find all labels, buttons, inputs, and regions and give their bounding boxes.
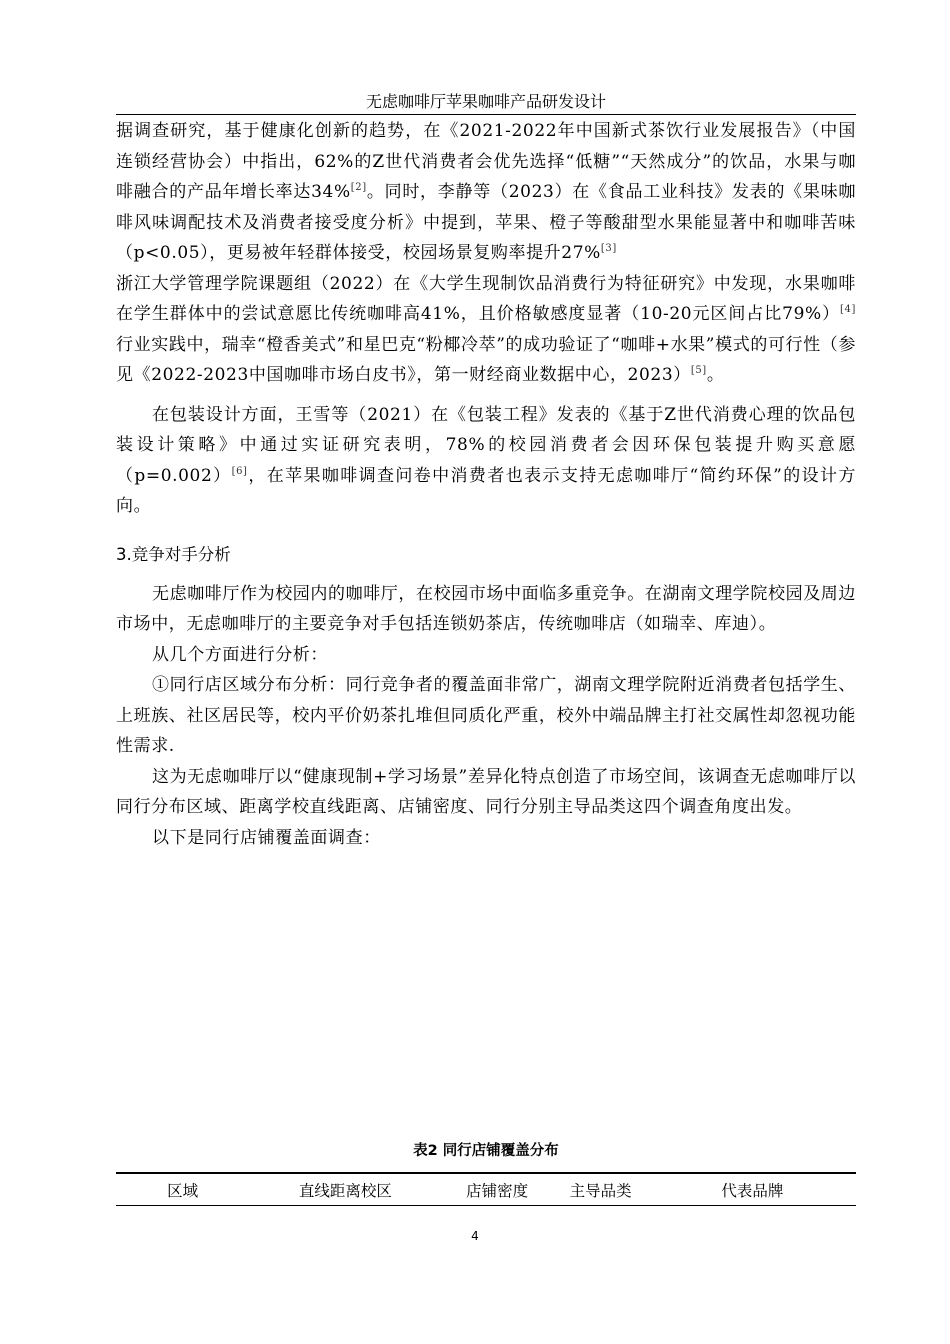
header-divider bbox=[116, 114, 856, 115]
paragraph-student-behavior bbox=[116, 269, 856, 391]
section-spacer bbox=[116, 522, 856, 540]
paragraph-text: 。 bbox=[706, 365, 725, 385]
coverage-table bbox=[116, 1172, 856, 1206]
paragraph-competition-overview: 无虑咖啡厅作为校园内的咖啡厅，在校园市场中面临多重竞争。在湖南文理学院校园及周边市场中，无虑咖啡厅的主要竞争对手包括连锁奶茶店，传统咖啡店（如瑞幸、库迪）。 bbox=[116, 583, 856, 634]
body-text bbox=[116, 116, 856, 853]
column-header-region: 区域 bbox=[116, 1173, 249, 1206]
coverage-table-container bbox=[116, 1172, 856, 1206]
table-header-row bbox=[116, 1173, 856, 1206]
section-spacer bbox=[116, 570, 856, 579]
paragraph-text: 据调查研究，基于健康化创新的趋势，在《2021-2022年中国新式茶饮行业发展报告》（中国连锁经营协会）中指出，62%的Z世代消费者会优先选择“低糖”“天然成分”的饮品，水果与咖啡融合的产品年增长率达34% bbox=[116, 121, 856, 202]
citation-ref[interactable]: [2] bbox=[350, 182, 367, 193]
paragraph-text: 。同时，李静等（2023）在《食品工业科技》发表的《果味咖啡风味调配技术及消费者接受度分析》中提到，苹果、橙子等酸甜型水果能显著中和咖啡苦味（p<0.05），更易被年轻群体接受，校园场景复购率提升27% bbox=[116, 182, 856, 263]
paragraph-text: 在包装设计方面，王雪等（2021）在《包装工程》发表的《基于Z世代消费心理的饮品包装设计策略》中通过实证研究表明，78%的校园消费者会因环保包装提升购买意愿（p=0.002） bbox=[116, 404, 856, 486]
column-header-category: 主导品类 bbox=[553, 1173, 649, 1206]
paragraph-spacer bbox=[116, 391, 856, 400]
paragraph-survey-lead-in: 以下是同行店铺覆盖面调查： bbox=[152, 827, 381, 848]
column-header-distance: 直线距离校区 bbox=[249, 1173, 441, 1206]
citation-ref[interactable]: [4] bbox=[840, 304, 856, 315]
page-number: 4 bbox=[471, 1229, 479, 1243]
column-header-brand: 代表品牌 bbox=[649, 1173, 856, 1206]
paragraph-analysis-intro: 从几个方面进行分析： bbox=[152, 644, 328, 665]
paragraph-text: 行业实践中，瑞幸“橙香美式”和星巴克“粉椰冷萃”的成功验证了“咖啡+水果”模式的可行性（参见《2022-2023中国咖啡市场白皮书》，第一财经商业数据中心，2023） bbox=[116, 334, 856, 385]
citation-ref[interactable]: [3] bbox=[600, 243, 617, 254]
paragraph-market-space: 这为无虑咖啡厅以“健康现制+学习场景”差异化特点创造了市场空间，该调查无虑咖啡厅以同行分布区域、距离学校直线距离、店铺密度、同行分别主导品类这四个调查角度出发。 bbox=[116, 766, 856, 817]
paragraph-regional-distribution: ①同行店区域分布分析：同行竞争者的覆盖面非常广，湖南文理学院附近消费者包括学生、上班族、社区居民等，校内平价奶茶扎堆但同质化严重，校外中端品牌主打社交属性却忽视功能性需求. bbox=[116, 675, 856, 756]
paragraph-text: 浙江大学管理学院课题组（2022）在《大学生现制饮品消费行为特征研究》中发现，水果咖啡在学生群体中的尝试意愿比传统咖啡高41%，且价格敏感度显著（10-20元区间占比79%） bbox=[116, 273, 856, 324]
paragraph-research-trends bbox=[116, 116, 856, 269]
column-header-density: 店铺密度 bbox=[442, 1173, 553, 1206]
citation-ref[interactable]: [5] bbox=[690, 365, 707, 376]
section-heading-competitor-analysis: 3.竞争对手分析 bbox=[116, 544, 231, 564]
paragraph-text: ，在苹果咖啡调查问卷中消费者也表示支持无虑咖啡厅“简约环保”的设计方向。 bbox=[116, 465, 857, 516]
citation-ref[interactable]: [6] bbox=[231, 465, 248, 477]
paragraph-packaging-design bbox=[116, 400, 856, 522]
running-header-title: 无虑咖啡厅苹果咖啡产品研发设计 bbox=[365, 92, 606, 111]
table-caption: 表2 同行店铺覆盖分布 bbox=[413, 1143, 559, 1159]
